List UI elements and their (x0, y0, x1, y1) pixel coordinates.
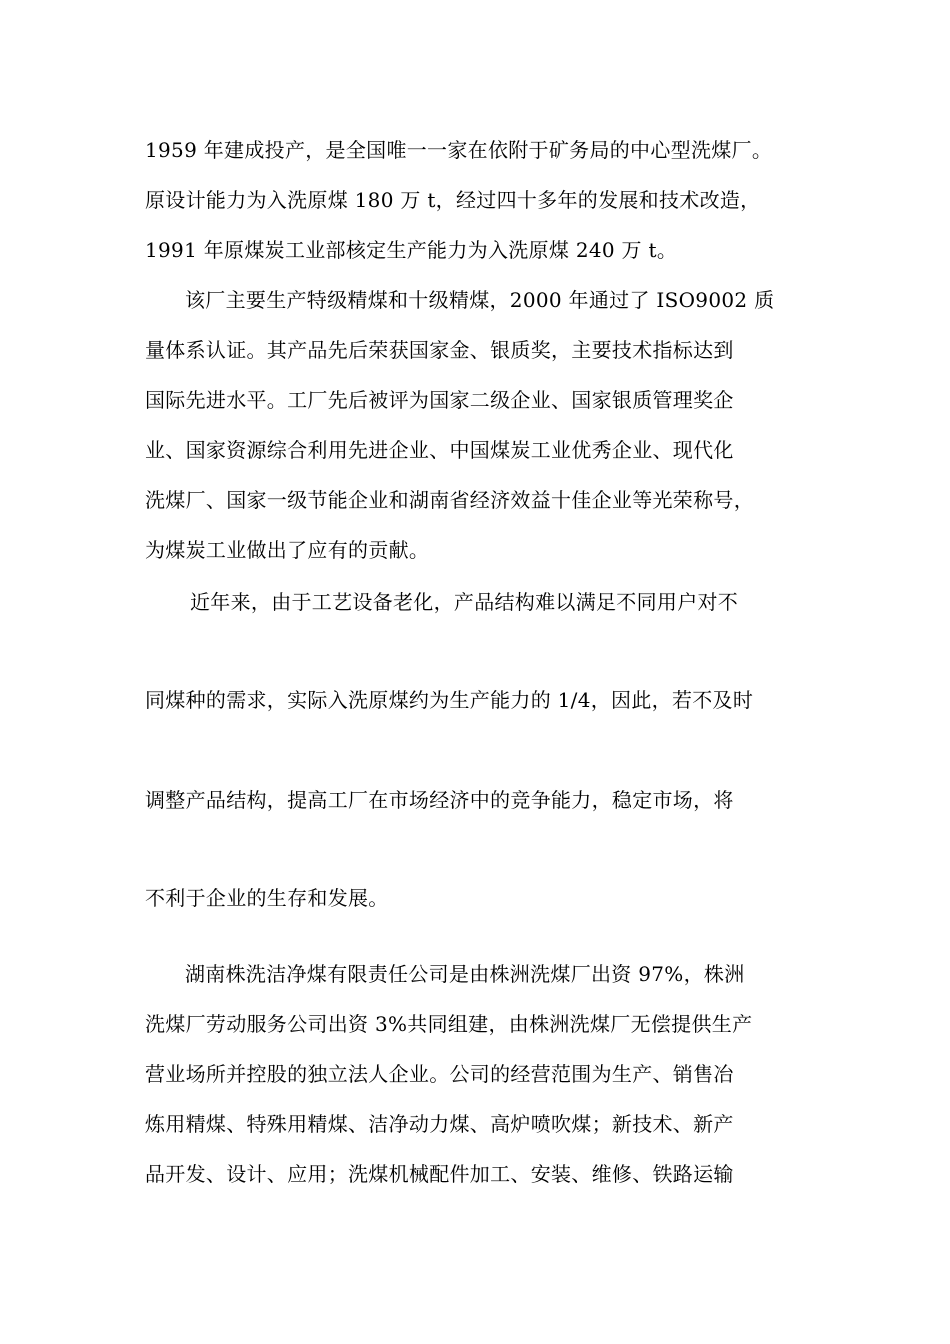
paragraph-3-line-1: 近年来，由于工艺设备老化，产品结构难以满足不同用户对不 (190, 590, 739, 614)
paragraph-2-line-2: 量体系认证。其产品先后荣获国家金、银质奖，主要技术指标达到 (145, 338, 734, 362)
paragraph-1-line-2: 原设计能力为入洗原煤 180 万 t，经过四十多年的发展和技术改造， (145, 188, 761, 212)
paragraph-2-line-5: 洗煤厂、国家一级节能企业和湖南省经济效益十佳企业等光荣称号， (145, 488, 754, 512)
paragraph-3-line-3: 调整产品结构，提高工厂在市场经济中的竞争能力，稳定市场，将 (145, 788, 734, 812)
paragraph-2-line-6: 为煤炭工业做出了应有的贡献。 (145, 538, 430, 562)
paragraph-3-line-4: 不利于企业的生存和发展。 (145, 886, 389, 910)
paragraph-2-line-3: 国际先进水平。工厂先后被评为国家二级企业、国家银质管理奖企 (145, 388, 734, 412)
paragraph-4-line-4: 炼用精煤、特殊用精煤、洁净动力煤、高炉喷吹煤；新技术、新产 (145, 1112, 734, 1136)
paragraph-4-line-2: 洗煤厂劳动服务公司出资 3%共同组建，由株洲洗煤厂无偿提供生产 (145, 1012, 753, 1036)
paragraph-4-line-5: 品开发、设计、应用；洗煤机械配件加工、安装、维修、铁路运输 (145, 1162, 734, 1186)
paragraph-2-line-1: 该厂主要生产特级精煤和十级精煤，2000 年通过了 ISO9002 质 (185, 288, 775, 312)
paragraph-1-line-1: 1959 年建成投产，是全国唯一一家在依附于矿务局的中心型洗煤厂。 (145, 138, 773, 162)
paragraph-3-line-2: 同煤种的需求，实际入洗原煤约为生产能力的 1/4，因此，若不及时 (145, 688, 754, 712)
paragraph-4-line-1: 湖南株洗洁净煤有限责任公司是由株洲洗煤厂出资 97%，株洲 (185, 962, 745, 986)
paragraph-1-line-3: 1991 年原煤炭工业部核定生产能力为入洗原煤 240 万 t。 (145, 238, 678, 262)
paragraph-2-line-4: 业、国家资源综合利用先进企业、中国煤炭工业优秀企业、现代化 (145, 438, 734, 462)
paragraph-4-line-3: 营业场所并控股的独立法人企业。公司的经营范围为生产、销售冶 (145, 1062, 734, 1086)
